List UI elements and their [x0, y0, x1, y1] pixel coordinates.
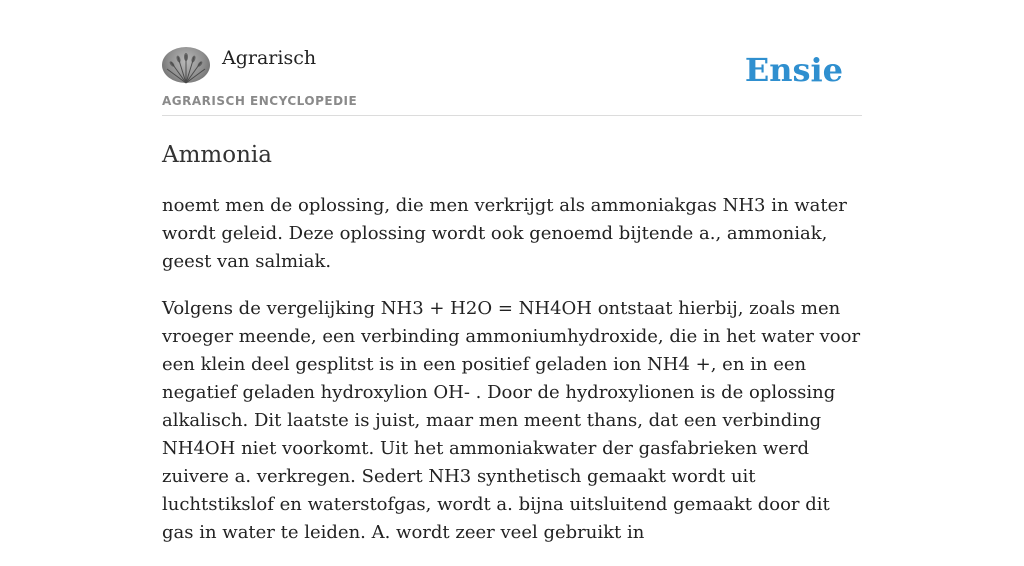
article-body [162, 192, 862, 566]
article-paragraph: Volgens de vergelijking NH3 + H2O = NH4OH ontstaat hierbij, zoals men vroeger meende, een verbinding ammoniumhydroxide, die in het water voor een klein deel gesplitst is in een positief geladen ion NH4 +, en in een negatief geladen hydroxylion OH- . Door de hydroxylionen is de oplossing alkalisch. Dit laatste is juist, maar men meent thans, dat een verbinding NH4OH niet voorkomt. Uit het ammoniakwater der gasfabrieken werd zuivere a. verkregen. Sedert NH3 synthetisch gemaakt wordt uit luchtstikslof en waterstofgas, wordt a. bijna uitsluitend gemaakt door dit gas in water te leiden. A. wordt zeer veel gebruikt in [162, 298, 861, 543]
site-name[interactable]: Agrarisch [222, 47, 317, 69]
wheat-sheaf-icon[interactable] [162, 47, 210, 83]
page-container [162, 0, 862, 543]
brand-logo[interactable]: Ensie [744, 51, 843, 89]
site-subtitle: AGRARISCH ENCYCLOPEDIE [162, 94, 358, 108]
article-title: Ammonia [162, 142, 272, 168]
site-header [162, 0, 862, 116]
article-paragraph: noemt men de oplossing, die men verkrijgt als ammoniakgas NH3 in water wordt geleid. Deze oplossing wordt ook genoemd bijtende a., ammoniak, geest van salmiak. [162, 195, 847, 272]
